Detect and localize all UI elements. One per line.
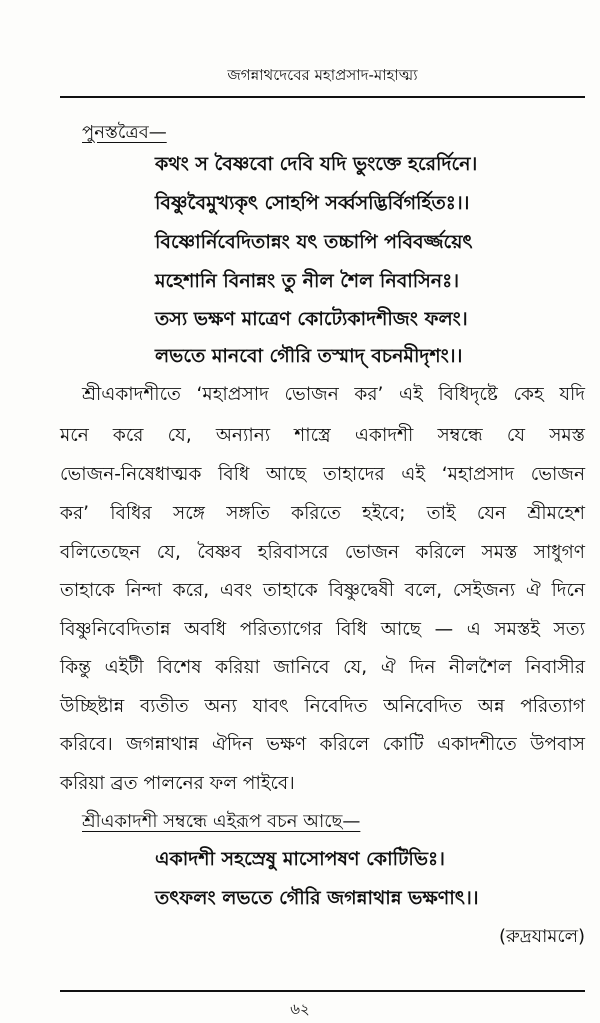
source-attribution: (রুদ্রযামলে) bbox=[498, 926, 585, 947]
prose-line: কর’ বিধির সঙ্গে সঙ্গতি করিতে হইবে; তাই যেন শ্রীমহেশ bbox=[60, 503, 585, 524]
prose-line: বিষ্ণুনিবেদিতান্ন অবধি পরিত্যাগের বিধি আছে — এ সমস্তই সত্য bbox=[60, 619, 585, 640]
prose-line: কিন্তু এইটী বিশেষ করিয়া জানিবে যে, ঐ দিন নীলশৈল নিবাসীর bbox=[60, 657, 585, 678]
prose-line: করিয়া ব্রত পালনের ফল পাইবে। bbox=[60, 773, 295, 794]
prose-line: তাহাকে নিন্দা করে, এবং তাহাকে বিষ্ণুদ্বেষী বলে, সেইজন্য ঐ দিনে bbox=[60, 580, 585, 601]
verse-line: একাদশী সহস্রেষু মাসোপষণ কোটিভিঃ। bbox=[155, 848, 445, 870]
prose-line: করিবে। জগন্নাথান্ন ঐদিন ভক্ষণ করিলে কোটি একাদশীতে উপবাস bbox=[60, 734, 585, 755]
prose-line: বলিতেছেন যে, বৈষ্ণব হরিবাসরে ভোজন করিলে সমস্ত সাধুগণ bbox=[60, 542, 585, 563]
verse-line: বিষ্ণোর্নিবেদিতান্নং যৎ তচ্চাপি পবিবর্জ্জয়েৎ bbox=[155, 231, 473, 253]
running-header: জগন্নাথদেবের মহাপ্রসাদ-মাহাত্ম্য bbox=[227, 66, 418, 84]
verse-line: মহেশানি বিনান্নং তু নীল শৈল নিবাসিনঃ। bbox=[155, 270, 460, 292]
footer-rule bbox=[60, 990, 585, 992]
verse-line: বিষ্ণুবৈমুখ্যকৃৎ সোহপি সর্ব্বসদ্ভির্বিগর্হিতঃ।। bbox=[155, 192, 470, 214]
prose-line: শ্রীএকাদশীতে ‘মহাপ্রসাদ ভোজন কর’ এই বিধিদৃষ্টে কেহ যদি bbox=[82, 384, 585, 405]
prose-line: ভোজন-নিষেধাত্মক বিধি আছে তাহাদের এই ‘মহাপ্রসাদ ভোজন bbox=[60, 464, 585, 485]
verse-line: লভতে মানবো গৌরি তস্মাদ্ বচনমীদৃশং।। bbox=[155, 345, 463, 367]
verse-line: কথং স বৈষ্ণবো দেবি যদি ভুংক্তে হরের্দিনে। bbox=[155, 153, 478, 175]
section-label: পুনস্তত্রৈব— bbox=[82, 122, 167, 143]
page-number: ৬২ bbox=[290, 1000, 310, 1018]
header-rule bbox=[60, 96, 585, 98]
prose-line: মনে করে যে, অন্যান্য শাস্ত্রে একাদশী সম্বন্ধে যে সমস্ত bbox=[60, 425, 585, 446]
section-label: শ্রীএকাদশী সম্বন্ধে এইরূপ বচন আছে— bbox=[82, 811, 361, 832]
verse-line: তস্য ভক্ষণ মাত্রেণ কোট্যেকাদশীজং ফলং। bbox=[155, 308, 468, 330]
verse-line: তৎফলং লভতে গৌরি জগন্নাথান্ন ভক্ষণাৎ।। bbox=[155, 887, 479, 909]
prose-line: উচ্ছিষ্টান্ন ব্যতীত অন্য যাবৎ নিবেদিত অনিবেদিত অন্ন পরিত্যাগ bbox=[60, 696, 585, 717]
